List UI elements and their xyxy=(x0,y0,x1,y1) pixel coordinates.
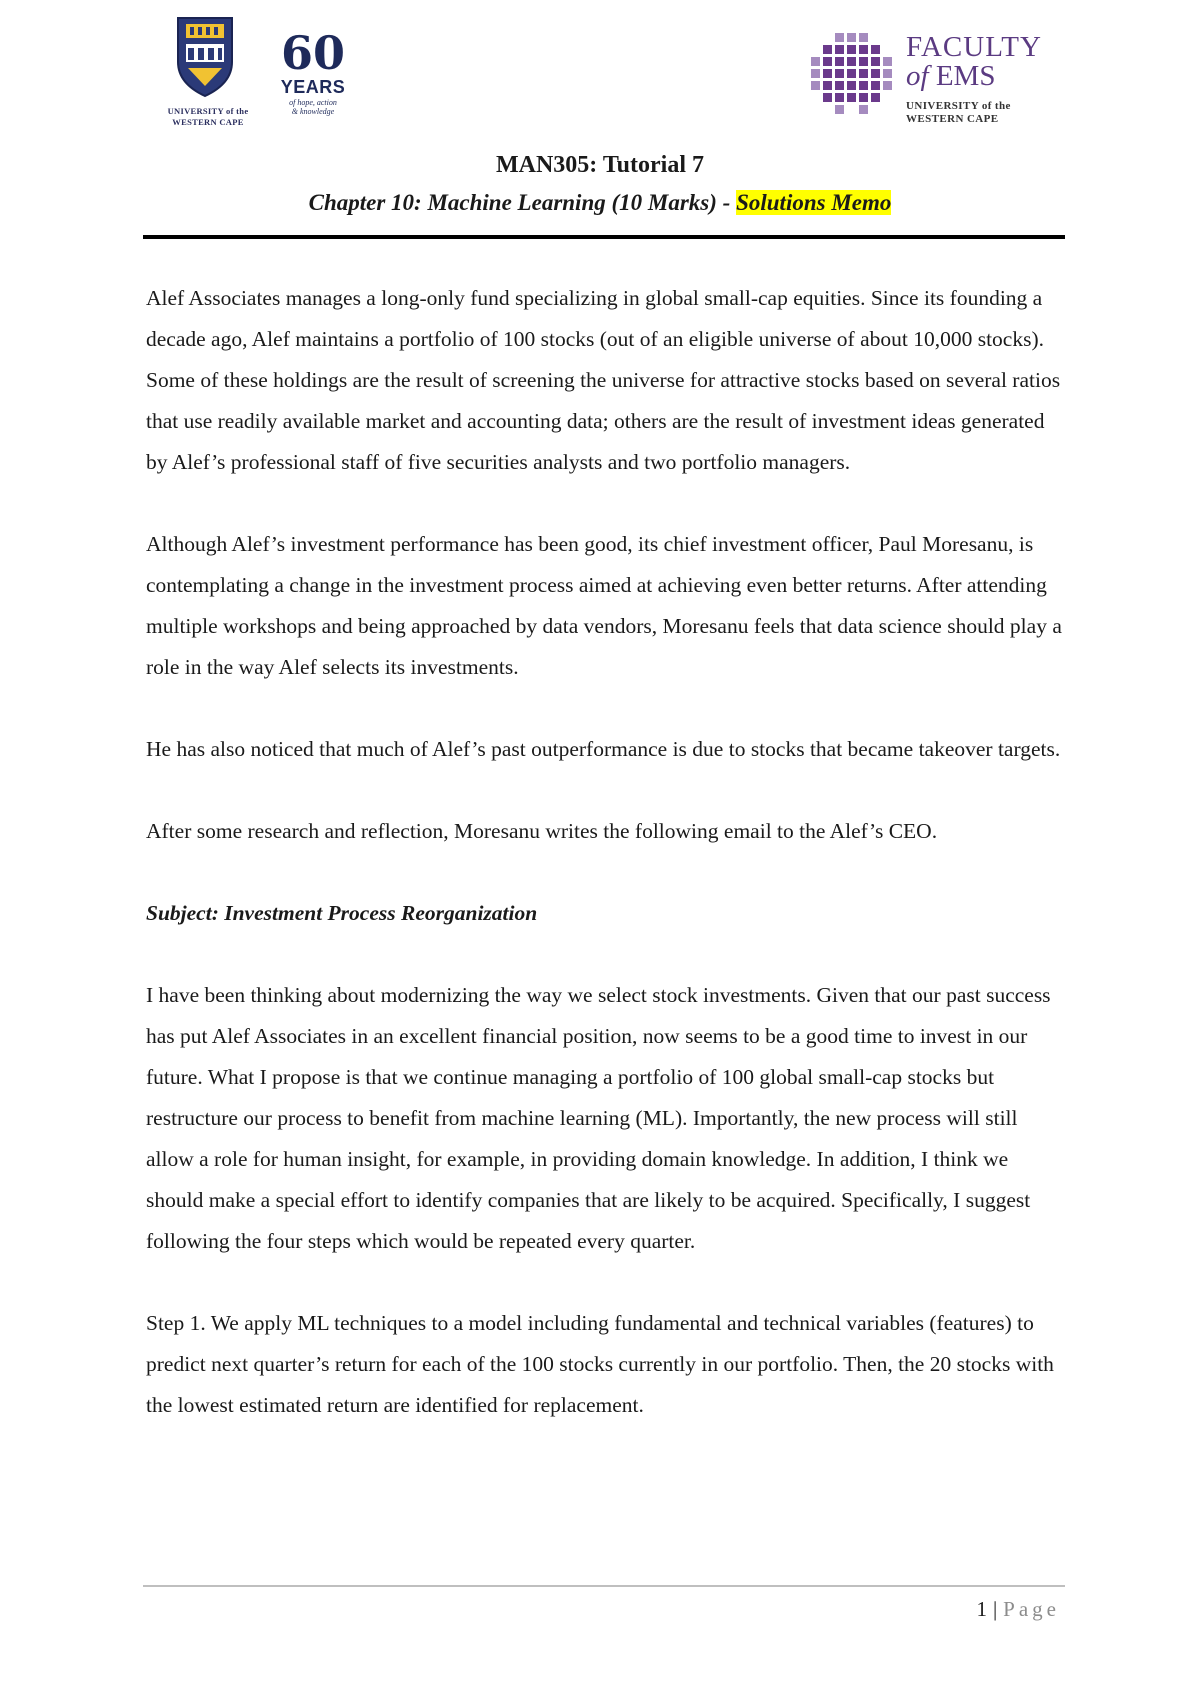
ems-grid-square xyxy=(859,81,868,90)
ems-grid-square xyxy=(859,105,868,114)
university-name xyxy=(160,106,256,128)
ems-grid-square xyxy=(847,93,856,102)
title-divider xyxy=(143,235,1065,239)
document-subtitle xyxy=(0,188,1200,218)
ems-grid-square xyxy=(835,81,844,90)
university-name-line1: UNIVERSITY of the xyxy=(167,106,249,116)
paragraph-takeover: He has also noticed that much of Alef’s past outperformance is due to stocks that became takeover targets. xyxy=(146,737,1061,761)
faculty-university xyxy=(906,100,1011,126)
paragraph-email-intro: After some research and reflection, Moresanu writes the following email to the Alef’s CEO. xyxy=(146,819,938,843)
anniversary-tagline-line2: & knowledge xyxy=(291,107,335,116)
anniversary-number: 60 xyxy=(280,26,345,80)
anniversary-label: YEARS xyxy=(280,77,346,97)
ems-grid-square xyxy=(823,81,832,90)
ems-grid-square xyxy=(835,45,844,54)
ems-grid-square xyxy=(835,69,844,78)
ems-dot-grid-icon xyxy=(810,32,898,114)
ems-grid-square xyxy=(883,57,892,66)
footer-divider xyxy=(143,1585,1065,1587)
faculty-of: of xyxy=(906,60,929,92)
university-name-line2: WESTERN CAPE xyxy=(172,117,244,127)
page-footer xyxy=(976,1597,1060,1622)
ems-grid-square xyxy=(835,33,844,42)
page-number: 1 xyxy=(976,1597,987,1621)
document-title: MAN305: Tutorial 7 xyxy=(495,152,704,178)
university-crest-icon xyxy=(174,14,236,98)
ems-grid-square xyxy=(883,81,892,90)
email-paragraph-proposal: I have been thinking about modernizing the way we select stock investments. Given that our past success has put Alef Associates in an excellent financial position, now seems to be a good time to invest in our future. What I propose is that we continue managing a portfolio of 100 global small-cap stocks but restructure our process to benefit from machine learning (ML). Importantly, the new process will still allow a role for human insight, for example, in providing domain knowledge. In addition, I think we should make a special effort to identify companies that are likely to be acquired. Specifically, I suggest following the four steps which would be repeated every quarter. xyxy=(146,983,1051,1253)
ems-grid-square xyxy=(847,81,856,90)
ems-grid-square xyxy=(823,57,832,66)
anniversary-tagline xyxy=(278,98,348,116)
email-paragraph-step1: Step 1. We apply ML techniques to a model including fundamental and technical variables (features) to predict next quarter’s return for each of the 100 stocks currently in our portfolio. Then, the 20 stocks with the lowest estimated return are identified for replacement. xyxy=(146,1311,1054,1417)
ems-grid-square xyxy=(871,93,880,102)
faculty-university-line1: UNIVERSITY of the xyxy=(906,100,1011,112)
ems-grid-square xyxy=(823,93,832,102)
ems-grid-square xyxy=(835,57,844,66)
ems-grid-square xyxy=(871,57,880,66)
faculty-name xyxy=(906,60,995,92)
subtitle-text: Chapter 10: Machine Learning (10 Marks) - xyxy=(308,190,737,215)
ems-grid-square xyxy=(847,69,856,78)
ems-grid-square xyxy=(859,93,868,102)
sixty-years-badge xyxy=(278,28,348,138)
email-subject: Subject: Investment Process Reorganization xyxy=(146,901,538,925)
ems-grid-square xyxy=(859,45,868,54)
ems-grid-square xyxy=(871,45,880,54)
ems-grid-square xyxy=(859,57,868,66)
ems-grid-square xyxy=(883,69,892,78)
ems-grid-square xyxy=(859,69,868,78)
ems-grid-square xyxy=(847,57,856,66)
subtitle-highlight: Solutions Memo xyxy=(736,190,892,215)
paragraph-cio: Although Alef’s investment performance has been good, its chief investment officer, Paul Moresanu, is contemplating a change in the investment process aimed at achieving even better returns. After attending multiple workshops and being approached by data vendors, Moresanu feels that data science should play a role in the way Alef selects its investments. xyxy=(146,532,1062,679)
page-label: Page xyxy=(1003,1597,1060,1621)
ems-grid-square xyxy=(871,81,880,90)
uwc-anniversary-logo xyxy=(160,8,360,138)
document-body xyxy=(146,278,1066,1467)
faculty-title: FACULTY xyxy=(906,31,1042,63)
paragraph-intro: Alef Associates manages a long-only fund specializing in global small-cap equities. Since its founding a decade ago, Alef maintains a portfolio of 100 stocks (out of an eligible universe of about 10,000 stocks). Some of these holdings are the result of screening the universe for attractive stocks based on several ratios that use readily available market and accounting data; others are the result of investment ideas generated by Alef’s professional staff of five securities analysts and two portfolio managers. xyxy=(146,286,1061,474)
page-separator: | xyxy=(992,1597,998,1621)
faculty-ems: EMS xyxy=(935,60,996,92)
ems-grid-square xyxy=(811,81,820,90)
ems-grid-square xyxy=(847,45,856,54)
anniversary-tagline-line1: of hope, action xyxy=(289,98,337,107)
ems-grid-square xyxy=(847,33,856,42)
ems-grid-square xyxy=(823,45,832,54)
ems-grid-square xyxy=(811,69,820,78)
ems-grid-square xyxy=(835,93,844,102)
ems-grid-square xyxy=(811,57,820,66)
ems-grid-square xyxy=(823,69,832,78)
faculty-university-line2: WESTERN CAPE xyxy=(906,113,999,125)
ems-grid-square xyxy=(835,105,844,114)
faculty-ems-logo xyxy=(810,30,1050,130)
ems-grid-square xyxy=(871,69,880,78)
ems-grid-square xyxy=(859,33,868,42)
